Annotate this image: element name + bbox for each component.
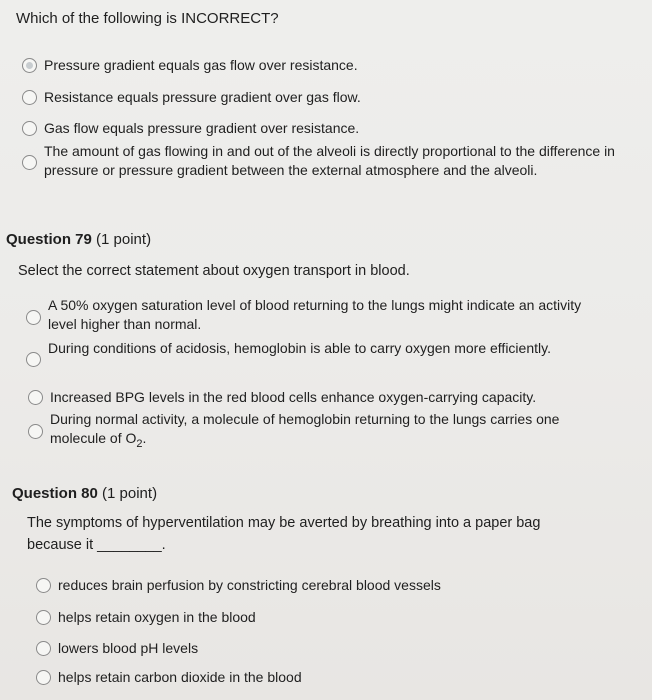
question-80-header [12, 485, 157, 502]
q80-option-1-label: reduces brain perfusion by constricting cerebral blood vessels [58, 577, 441, 593]
q80-option-4-label: helps retain carbon dioxide in the blood [58, 669, 302, 685]
radio-q78-option-3[interactable] [22, 121, 37, 136]
radio-q79-option-3[interactable] [28, 390, 43, 405]
radio-q80-option-3[interactable] [36, 641, 51, 656]
q79-option-4-text: During normal activity, a molecule of hemoglobin returning to the lungs carries one molecule of O [50, 411, 560, 446]
question-80-points: (1 point) [102, 485, 158, 502]
q80-option-3-label: lowers blood pH levels [58, 640, 199, 656]
radio-q78-option-1[interactable] [22, 58, 37, 73]
radio-q79-option-1[interactable] [26, 310, 41, 325]
q79-option-1-label: A 50% oxygen saturation level of blood returning to the lungs might indicate an activity level higher than normal. [48, 297, 582, 332]
radio-q78-option-2[interactable] [22, 90, 37, 105]
q78-option-4-label: The amount of gas flowing in and out of the alveoli is directly proportional to the difference in pressure or pressure gradient between the external atmosphere and the alveoli. [44, 143, 615, 178]
question-79-prompt: Select the correct statement about oxygen transport in blood. [18, 263, 410, 279]
radio-q78-option-4[interactable] [22, 155, 37, 170]
question-80-prompt: The symptoms of hyperventilation may be averted by breathing into a paper bag because it ________. [27, 515, 541, 553]
q79-option-4-period: . [142, 430, 147, 446]
radio-q79-option-2[interactable] [26, 352, 41, 367]
question-78-prompt: Which of the following is INCORRECT? [16, 10, 279, 27]
q78-option-3-label: Gas flow equals pressure gradient over resistance. [44, 120, 360, 136]
q79-option-3-label: Increased BPG levels in the red blood cells enhance oxygen-carrying capacity. [50, 389, 537, 405]
q79-option-2-label: During conditions of acidosis, hemoglobin is able to carry oxygen more efficiently. [48, 340, 551, 356]
question-79-label: Question 79 [6, 231, 92, 248]
question-79-points: (1 point) [96, 231, 152, 248]
radio-q80-option-1[interactable] [36, 578, 51, 593]
q79-option-4-label [50, 410, 600, 454]
q78-option-2-label: Resistance equals pressure gradient over gas flow. [44, 89, 361, 105]
radio-q79-option-4[interactable] [28, 424, 43, 439]
radio-q80-option-4[interactable] [36, 670, 51, 685]
question-80-label: Question 80 [12, 485, 98, 502]
question-79-header [6, 231, 151, 248]
q78-option-1-label: Pressure gradient equals gas flow over resistance. [44, 57, 358, 73]
radio-q80-option-2[interactable] [36, 610, 51, 625]
q80-option-2-label: helps retain oxygen in the blood [58, 609, 256, 625]
o2-subscript: 2 [136, 437, 143, 450]
